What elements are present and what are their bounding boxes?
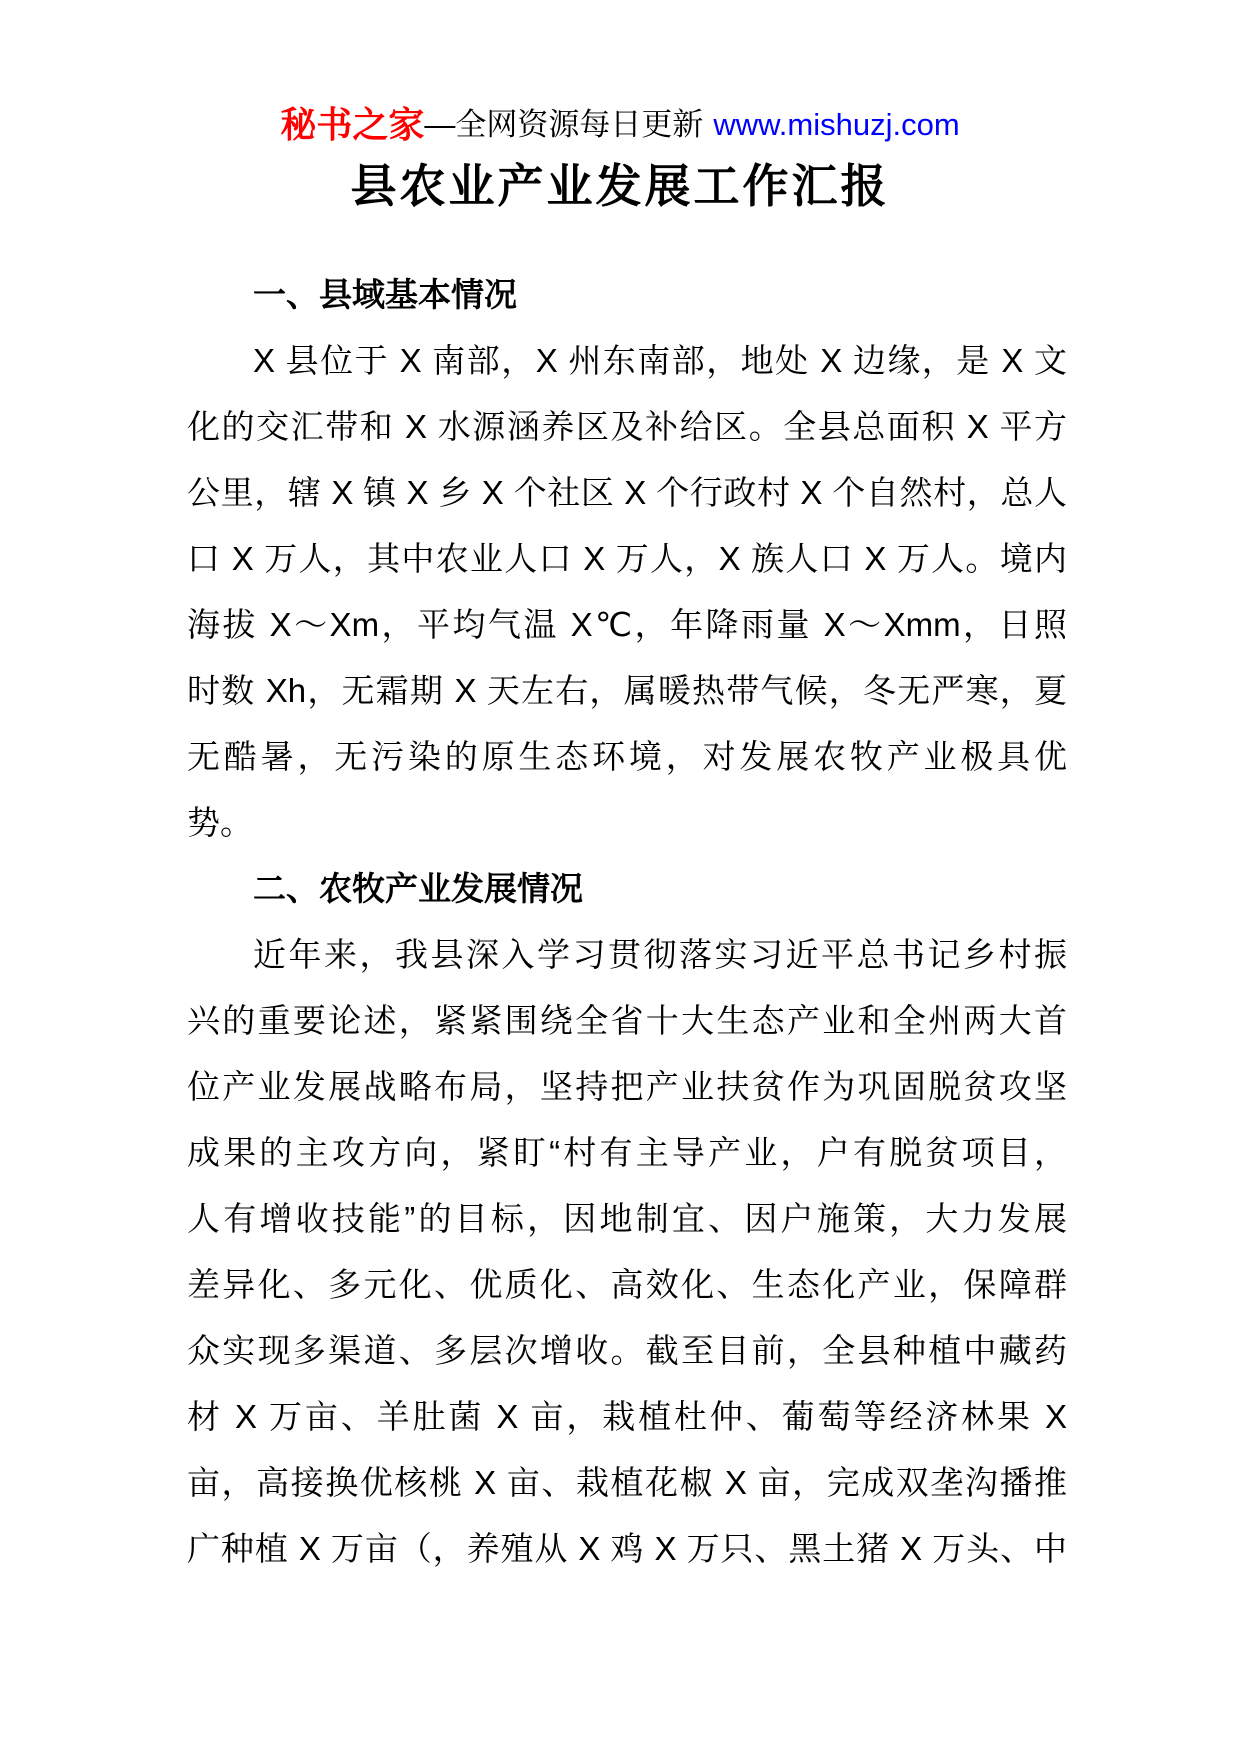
document-line: 公里，辖 X 镇 X 乡 X 个社区 X 个行政村 X 个自然村，总人 — [187, 474, 1067, 511]
document-line: 化的交汇带和 X 水源涵养区及补给区。全县总面积 X 平方 — [187, 408, 1067, 445]
site-header — [0, 97, 1240, 148]
document-line: 亩，高接换优核桃 X 亩、栽植花椒 X 亩，完成双垄沟播推 — [187, 1464, 1067, 1501]
document-line: 口 X 万人，其中农业人口 X 万人，X 族人口 X 万人。境内 — [187, 540, 1067, 577]
document-line: 兴的重要论述，紧紧围绕全省十大生态产业和全州两大首 — [187, 1002, 1067, 1039]
document-line: 材 X 万亩、羊肚菌 X 亩，栽植杜仲、葡萄等经济林果 X — [187, 1398, 1067, 1435]
document-line: 众实现多渠道、多层次增收。截至目前，全县种植中藏药 — [187, 1332, 1067, 1369]
document-line: 势。 — [187, 804, 253, 841]
site-brand: 秘书之家 — [280, 104, 425, 146]
site-tagline: —全网资源每日更新 — [424, 107, 704, 142]
site-url-link[interactable]: www.mishuzj.com — [713, 107, 960, 142]
document-line: 近年来，我县深入学习贯彻落实习近平总书记乡村振 — [253, 936, 1067, 973]
document-body — [187, 262, 1067, 1582]
section-heading: 二、农牧产业发展情况 — [253, 870, 583, 907]
document-line: 无酷暑，无污染的原生态环境，对发展农牧产业极具优 — [187, 738, 1067, 775]
document-line: 人有增收技能”的目标，因地制宜、因户施策，大力发展 — [187, 1200, 1067, 1237]
document-line: X 县位于 X 南部，X 州东南部，地处 X 边缘，是 X 文 — [253, 342, 1067, 379]
section-heading: 一、县域基本情况 — [253, 276, 517, 313]
document-line: 时数 Xh，无霜期 X 天左右，属暖热带气候，冬无严寒，夏 — [187, 672, 1067, 709]
document-line: 海拔 X～Xm，平均气温 X℃，年降雨量 X～Xmm，日照 — [187, 606, 1067, 643]
document-line: 广种植 X 万亩（，养殖从 X 鸡 X 万只、黑土猪 X 万头、中 — [187, 1530, 1067, 1567]
document-line: 差异化、多元化、优质化、高效化、生态化产业，保障群 — [187, 1266, 1067, 1303]
document-title: 县农业产业发展工作汇报 — [350, 160, 890, 212]
document-line: 位产业发展战略布局，坚持把产业扶贫作为巩固脱贫攻坚 — [187, 1068, 1067, 1105]
document-line: 成果的主攻方向，紧盯“村有主导产业，户有脱贫项目， — [187, 1134, 1067, 1171]
